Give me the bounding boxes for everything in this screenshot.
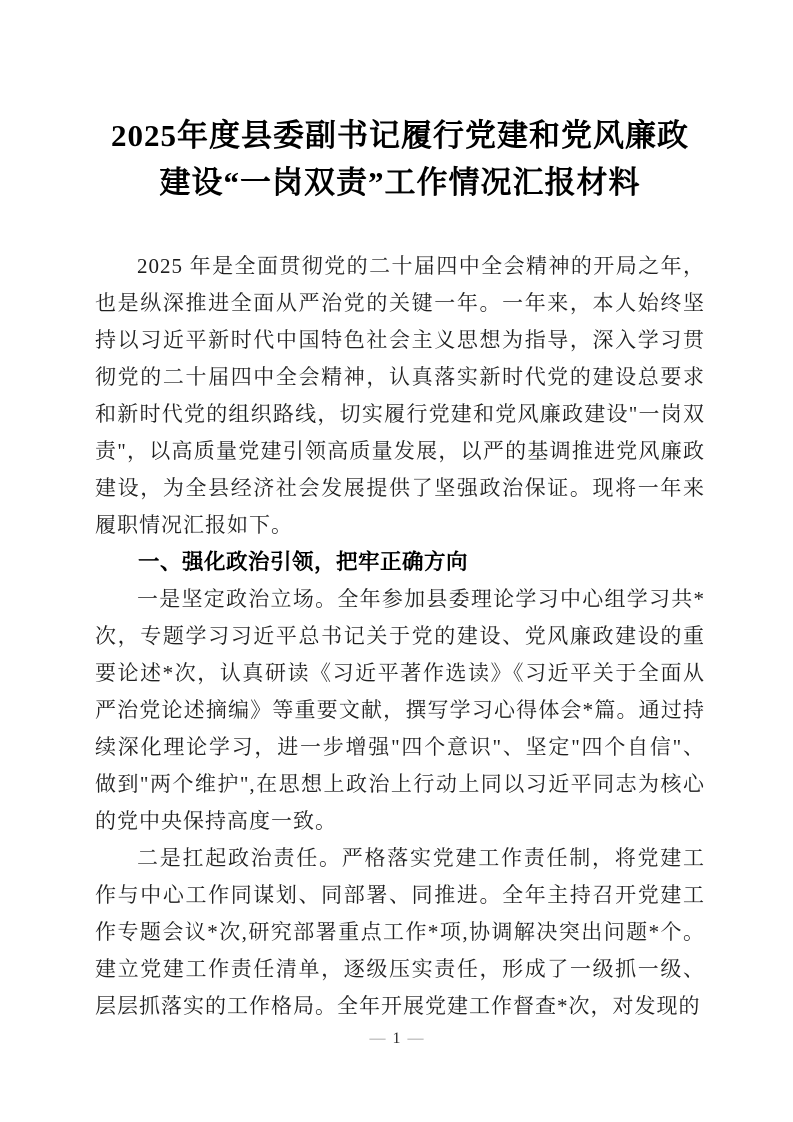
page-footer (0, 1030, 793, 1048)
document-content (95, 112, 705, 1025)
document-body (95, 248, 705, 1025)
intro-paragraph: 2025 年是全面贯彻党的二十届四中全会精神的开局之年，也是纵深推进全面从严治党的关键一年。一年来，本人始终坚持以习近平新时代中国特色社会主义思想为指导，深入学习贯彻党的二十届四中全会精神，认真落实新时代党的建设总要求和新时代党的组织路线，切实履行党建和党风廉政建设"一岗双责"，以高质量党建引领高质量发展，以严的基调推进党风廉政建设，为全县经济社会发展提供了坚强政治保证。现将一年来履职情况汇报如下。 (95, 254, 705, 537)
document-title-line-2: 建设“一岗双责”工作情况汇报材料 (159, 165, 641, 200)
footer-dash-right: — (407, 1030, 424, 1047)
section-1-paragraph-2: 二是扛起政治责任。严格落实党建工作责任制，将党建工作与中心工作同谋划、同部署、同推进。全年主持召开党建工作专题会议*次,研究部署重点工作*项,协调解决突出问题*个。建立党建工作责任清单，逐级压实责任，形成了一级抓一级、层层抓落实的工作格局。全年开展党建工作督查*次，对发现的 (95, 846, 705, 1018)
section-1-heading: 一、强化政治引领，把牢正确方向 (138, 550, 469, 574)
footer-dash-left: — (369, 1030, 386, 1047)
section-1-paragraph-1: 一是坚定政治立场。全年参加县委理论学习中心组学习共*次，专题学习习近平总书记关于党的建设、党风廉政建设的重要论述*次，认真研读《习近平著作选读》《习近平关于全面从严治党论述摘编》等重要文献，撰写学习心得体会*篇。通过持续深化理论学习，进一步增强"四个意识"、坚定"四个自信"、做到"两个维护",在思想上政治上行动上同以习近平同志为核心的党中央保持高度一致。 (95, 587, 705, 833)
page-number: 1 (392, 1030, 401, 1047)
document-title-line-1: 2025年度县委副书记履行党建和党风廉政 (111, 118, 689, 153)
document-title (95, 112, 705, 206)
